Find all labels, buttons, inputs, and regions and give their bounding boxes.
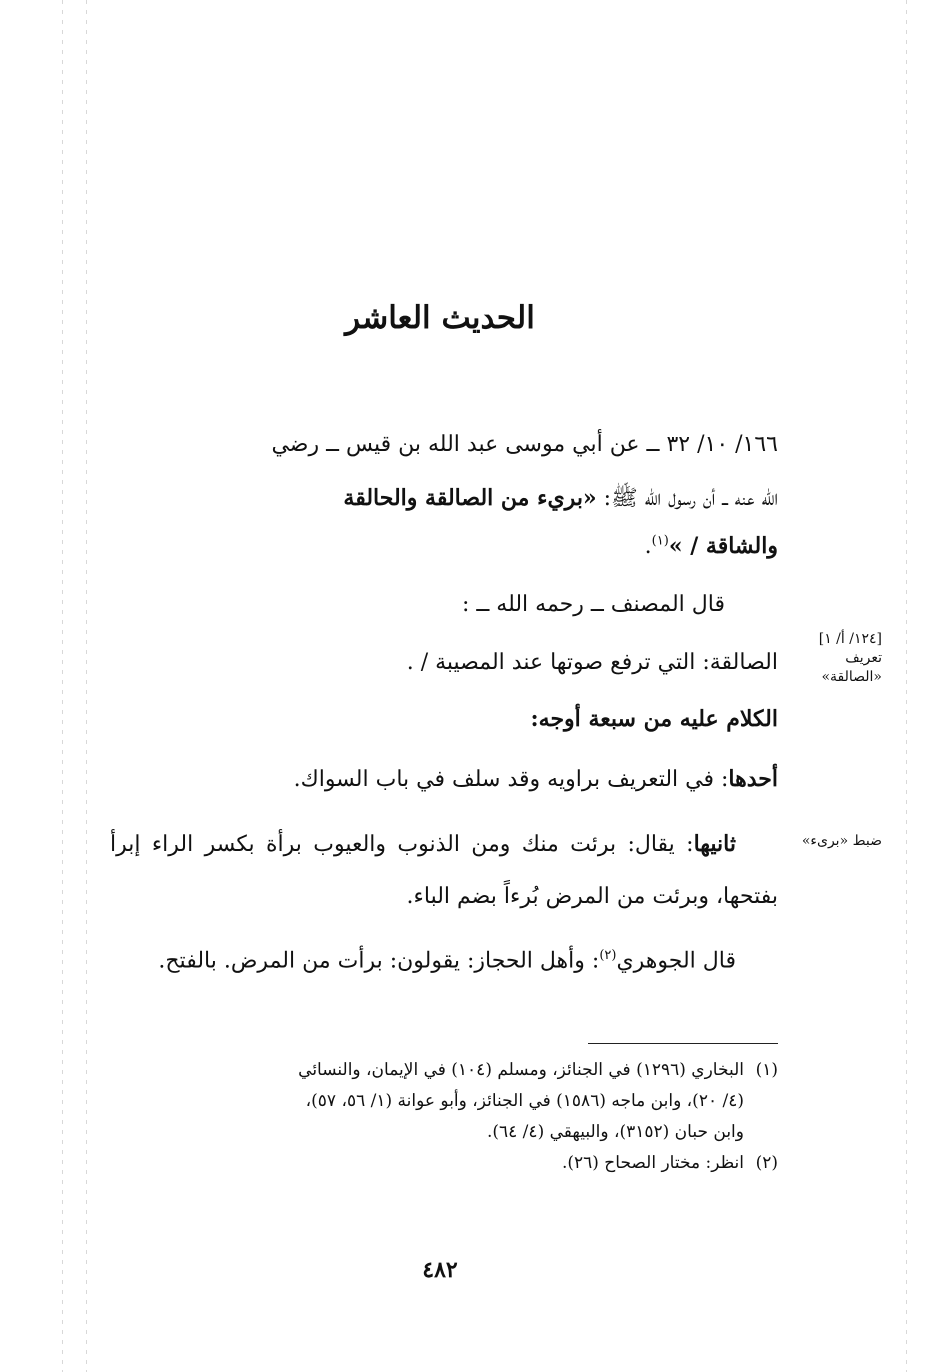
- margin-note-spelling: ضبط «برىء»: [801, 833, 882, 849]
- margin-note-term: «الصالقة»: [821, 669, 882, 685]
- hadith-line-3: [645, 533, 778, 559]
- page-number: ٤٨٢: [422, 1257, 458, 1283]
- footnote-2-number: (٢): [755, 1153, 778, 1173]
- aspects-heading: الكلام عليه من سبعة أوجه:: [530, 706, 778, 732]
- hadith-quote: «بريء من الصالقة والحالقة: [343, 485, 597, 511]
- margin-note-label: تعريف: [845, 650, 882, 666]
- hadith-narration: الله عنه ــ أن رسول الله ﷺ:: [596, 486, 778, 511]
- footnote-separator: [588, 1043, 778, 1044]
- jawhari-text: : وأهل الحجاز: يقولون: برأت من المرض. بالفتح.: [158, 948, 600, 974]
- definition-line: الصالقة: التي ترفع صوتها عند المصيبة / .: [406, 650, 778, 675]
- manuscript-folio-ref: [١٢٤/ أ/ ١]: [818, 631, 882, 647]
- jawhari-label: قال الجوهري: [616, 948, 736, 974]
- scan-artifact-left: [62, 0, 63, 1372]
- scan-artifact-left-2: [86, 0, 87, 1372]
- first-aspect-label: أحدها: [728, 766, 778, 792]
- second-aspect: [110, 818, 778, 923]
- hadith-quote-end: والشاقة / »: [668, 533, 778, 559]
- hadith-period: .: [644, 534, 652, 559]
- second-aspect-text: : يقال: برئت منك ومن الذنوب والعيوب برأة بكسر الراء إبرأ بفتحها، وبرئت من المرض بُرءاً بضم الباء.: [110, 832, 778, 909]
- footnote-1-line-2: (٤/ ٢٠)، وابن ماجه (١٥٨٦) في الجنائز، وأبو عوانة (١/ ٥٦، ٥٧)،: [305, 1091, 744, 1111]
- second-aspect-label: ثانيها: [693, 831, 736, 857]
- author-said: قال المصنف ــ رحمه الله ــ :: [461, 592, 725, 617]
- scan-artifact-right: [906, 0, 907, 1372]
- footnote-1-line-3: وابن حبان (٣١٥٢)، والبيهقي (٤/ ٦٤).: [486, 1122, 744, 1142]
- hadith-line-2: [343, 484, 778, 516]
- footnotes: [110, 1055, 778, 1179]
- footnote-1: [110, 1055, 778, 1148]
- jawhari-quote: [110, 930, 778, 987]
- footnote-ref-1: (١): [651, 533, 669, 549]
- footnote-1-line-1: البخاري (١٢٩٦) في الجنائز، ومسلم (١٠٤) في الإيمان، والنسائي: [298, 1060, 744, 1080]
- first-aspect-text: : في التعريف براويه وقد سلف في باب السواك.: [293, 767, 729, 792]
- section-title: الحديث العاشر: [345, 300, 535, 336]
- footnote-ref-2: (٢): [599, 948, 617, 963]
- footnote-2-line-1: انظر: مختار الصحاح (٢٦).: [561, 1153, 744, 1173]
- footnote-2: [110, 1148, 778, 1179]
- first-aspect: [294, 766, 778, 792]
- hadith-line-1: ١٦٦/ ١٠/ ٣٢ ــ عن أبي موسى عبد الله بن قيس ــ رضي: [271, 432, 778, 457]
- margin-note-definition: [790, 630, 882, 687]
- footnote-1-number: (١): [755, 1060, 778, 1080]
